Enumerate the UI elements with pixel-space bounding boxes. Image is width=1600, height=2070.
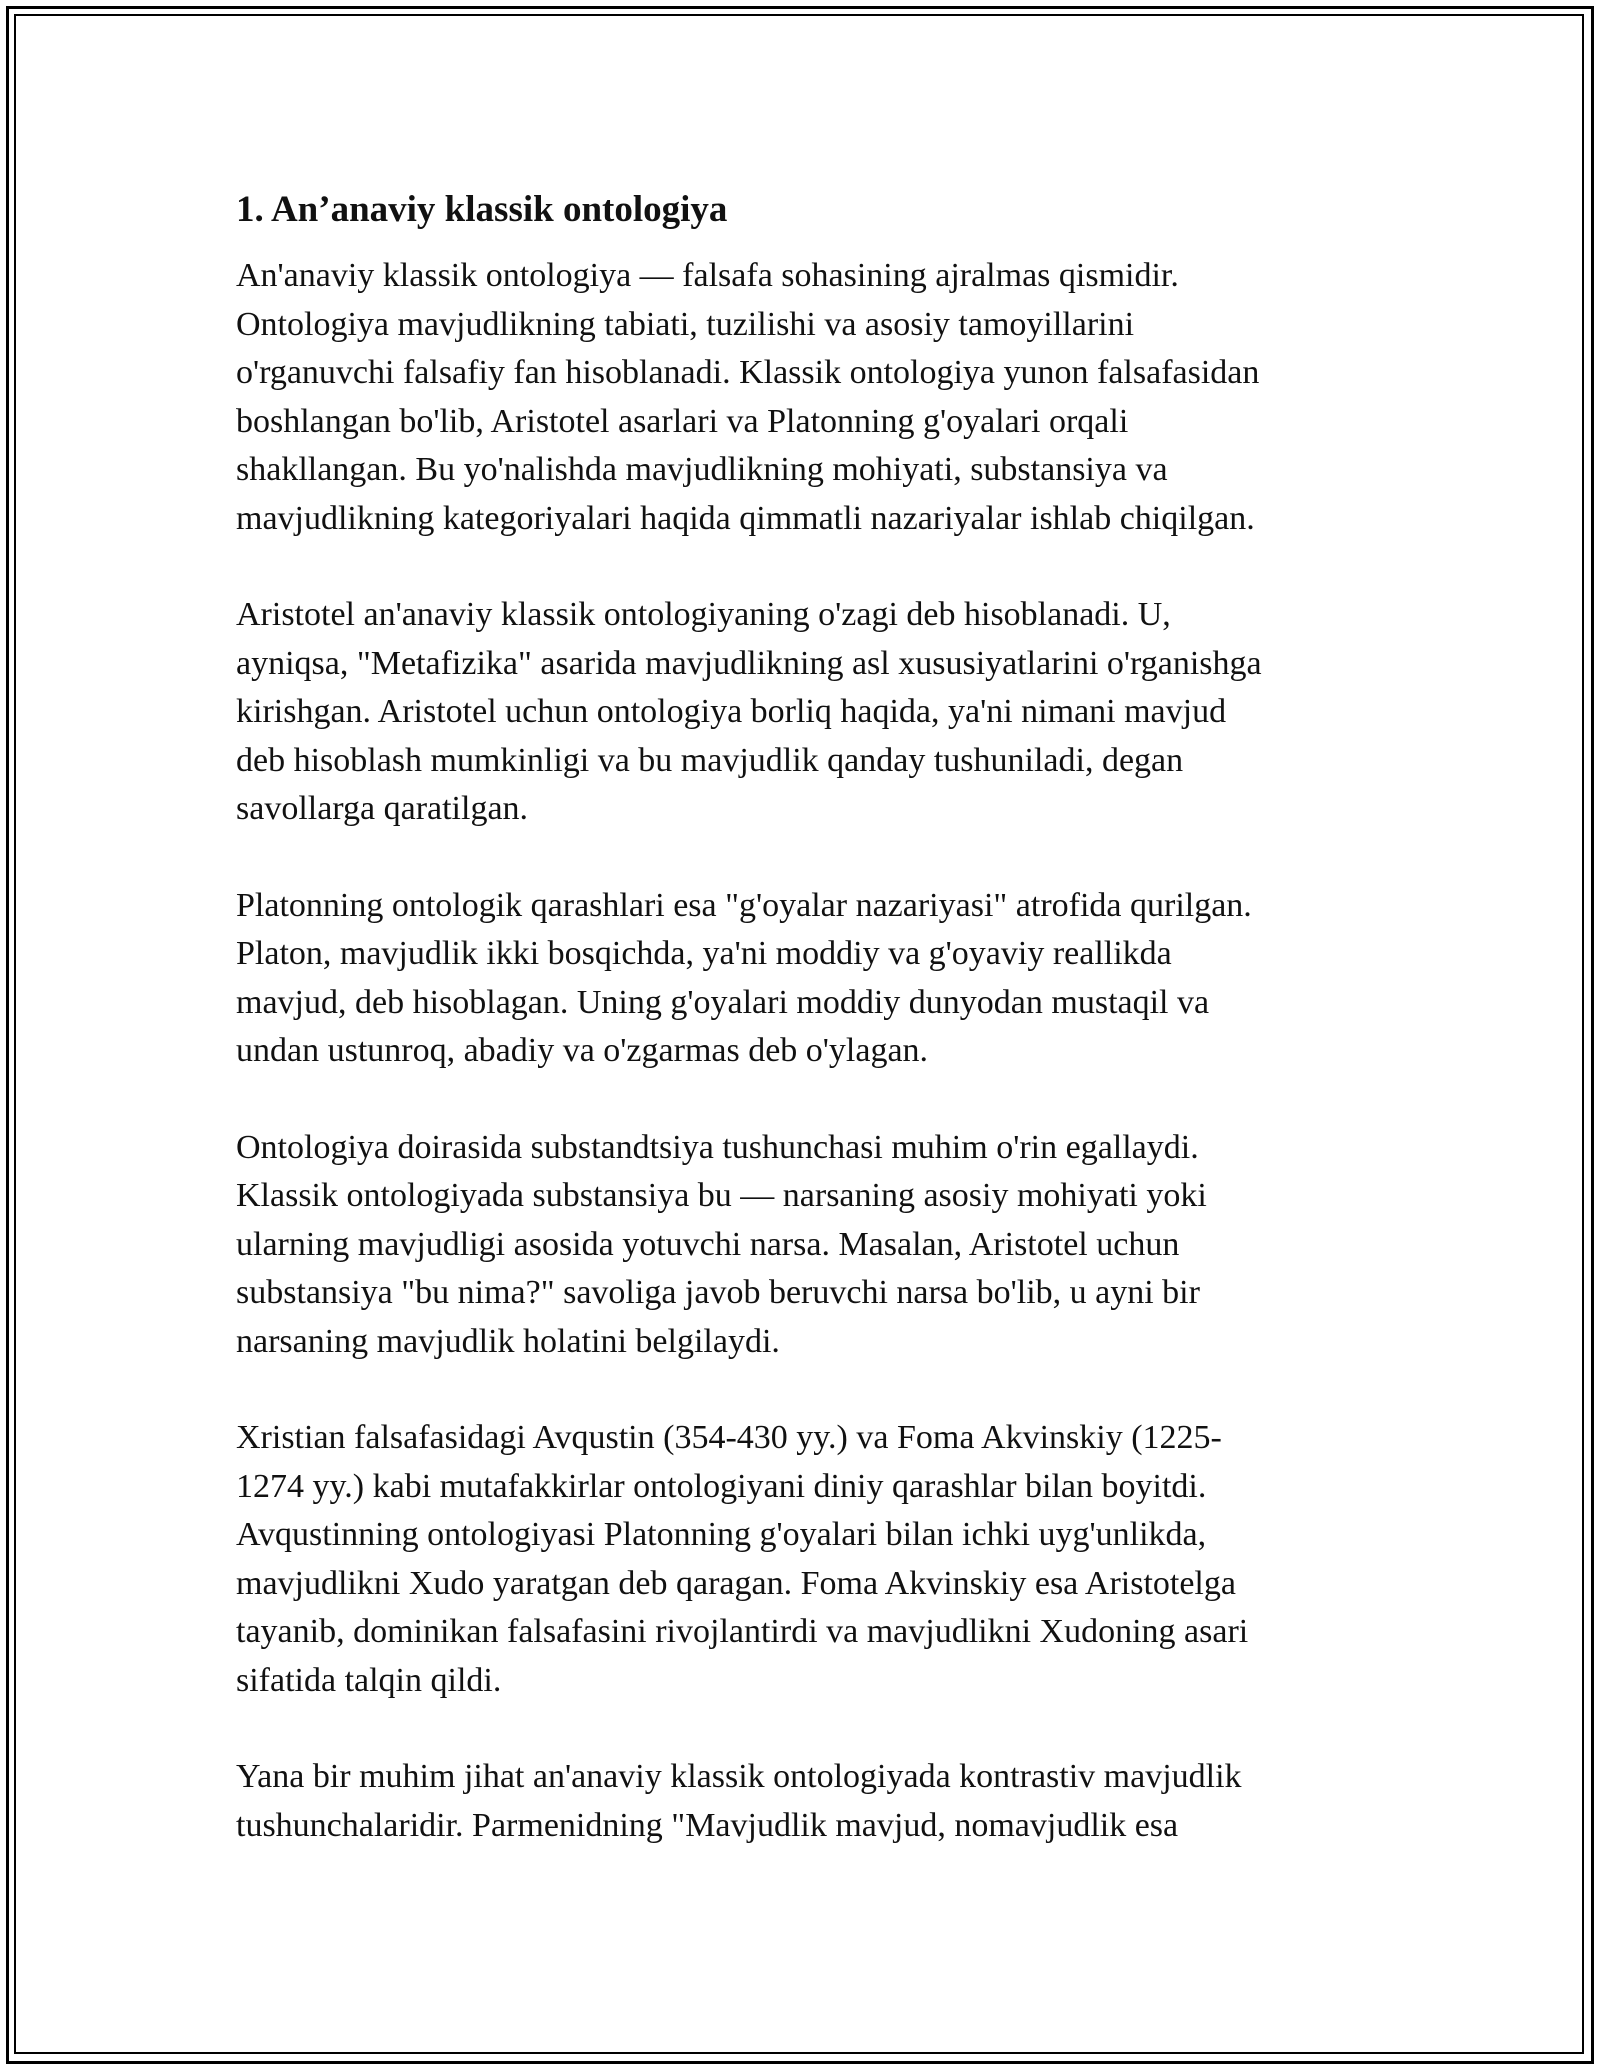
text-line: undan ustunroq, abadiy va o'zgarmas deb o'ylagan. bbox=[236, 1032, 929, 1069]
text-line: ularning mavjudligi asosida yotuvchi narsa. Masalan, Aristotel uchun bbox=[236, 1225, 1180, 1263]
document-body bbox=[236, 186, 1386, 1898]
text-line: Yana bir muhim jihat an'anaviy klassik ontologiyada kontrastiv mavjudlik bbox=[236, 1758, 1242, 1795]
text-line: tayanib, dominikan falsafasini rivojlantirdi va mavjudlikni Xudoning asari bbox=[236, 1613, 1249, 1650]
text-line: Platonning ontologik qarashlari esa "g'oyalar nazariyasi" atrofida qurilgan. bbox=[236, 886, 1252, 924]
paragraph bbox=[236, 252, 1386, 543]
text-line: Klassik ontologiyada substansiya bu — narsaning asosiy mohiyati yoki bbox=[236, 1177, 1207, 1214]
text-line: sifatida talqin qildi. bbox=[236, 1661, 502, 1699]
text-line: deb hisoblash mumkinligi va bu mavjudlik qanday tushuniladi, degan bbox=[236, 741, 1184, 779]
paragraph bbox=[236, 882, 1386, 1076]
text-line: mavjudlikni Xudo yaratgan deb qaragan. Foma Akvinskiy esa Aristotelga bbox=[236, 1564, 1236, 1602]
paragraph bbox=[236, 1124, 1386, 1367]
text-line: Xristian falsafasidagi Avqustin (354-430 yy.) va Foma Akvinskiy (1225- bbox=[236, 1419, 1222, 1456]
text-line: mavjudlikning kategoriyalari haqida qimmatli nazariyalar ishlab chiqilgan. bbox=[236, 499, 1255, 537]
text-line: Aristotel an'anaviy klassik ontologiyaning o'zagi deb hisoblanadi. U, bbox=[236, 596, 1171, 633]
text-line: Avqustinning ontologiyasi Platonning g'oyalari bilan ichki uyg'unlikda, bbox=[236, 1516, 1207, 1553]
paragraph bbox=[236, 1753, 1386, 1850]
text-line: tushunchalaridir. Parmenidning "Mavjudlik mavjud, nomavjudlik esa bbox=[236, 1806, 1179, 1844]
text-line: 1274 yy.) kabi mutafakkirlar ontologiyani diniy qarashlar bilan boyitdi. bbox=[236, 1467, 1207, 1505]
paragraph bbox=[236, 591, 1386, 834]
text-line: Platon, mavjudlik ikki bosqichda, ya'ni moddiy va g'oyaviy reallikda bbox=[236, 935, 1172, 972]
section-heading: 1. An’anaviy klassik ontologiya bbox=[236, 189, 728, 230]
text-line: Ontologiya doirasida substandtsiya tushunchasi muhim o'rin egallaydi. bbox=[236, 1128, 1199, 1166]
text-line: kirishgan. Aristotel uchun ontologiya borliq haqida, ya'ni nimani mavjud bbox=[236, 693, 1227, 730]
text-line: boshlangan bo'lib, Aristotel asarlari va Platonning g'oyalari orqali bbox=[236, 402, 1129, 440]
text-line: savollarga qaratilgan. bbox=[236, 790, 529, 827]
text-line: shakllangan. Bu yo'nalishda mavjudlikning mohiyati, substansiya va bbox=[236, 451, 1168, 488]
text-line: o'rganuvchi falsafiy fan hisoblanadi. Klassik ontologiya yunon falsafasidan bbox=[236, 354, 1260, 391]
text-line: substansiya "bu nima?" savoliga javob beruvchi narsa bo'lib, u ayni bir bbox=[236, 1274, 1200, 1311]
paragraph bbox=[236, 1414, 1386, 1705]
text-line: narsaning mavjudlik holatini belgilaydi. bbox=[236, 1322, 780, 1360]
text-line: An'anaviy klassik ontologiya — falsafa sohasining ajralmas qismidir. bbox=[236, 257, 1179, 294]
text-line: Ontologiya mavjudlikning tabiati, tuzilishi va asosiy tamoyillarini bbox=[236, 305, 1135, 343]
text-line: ayniqsa, "Metafizika" asarida mavjudlikning asl xususiyatlarini o'rganishga bbox=[236, 644, 1262, 682]
text-line: mavjud, deb hisoblagan. Uning g'oyalari moddiy dunyodan mustaqil va bbox=[236, 983, 1210, 1021]
